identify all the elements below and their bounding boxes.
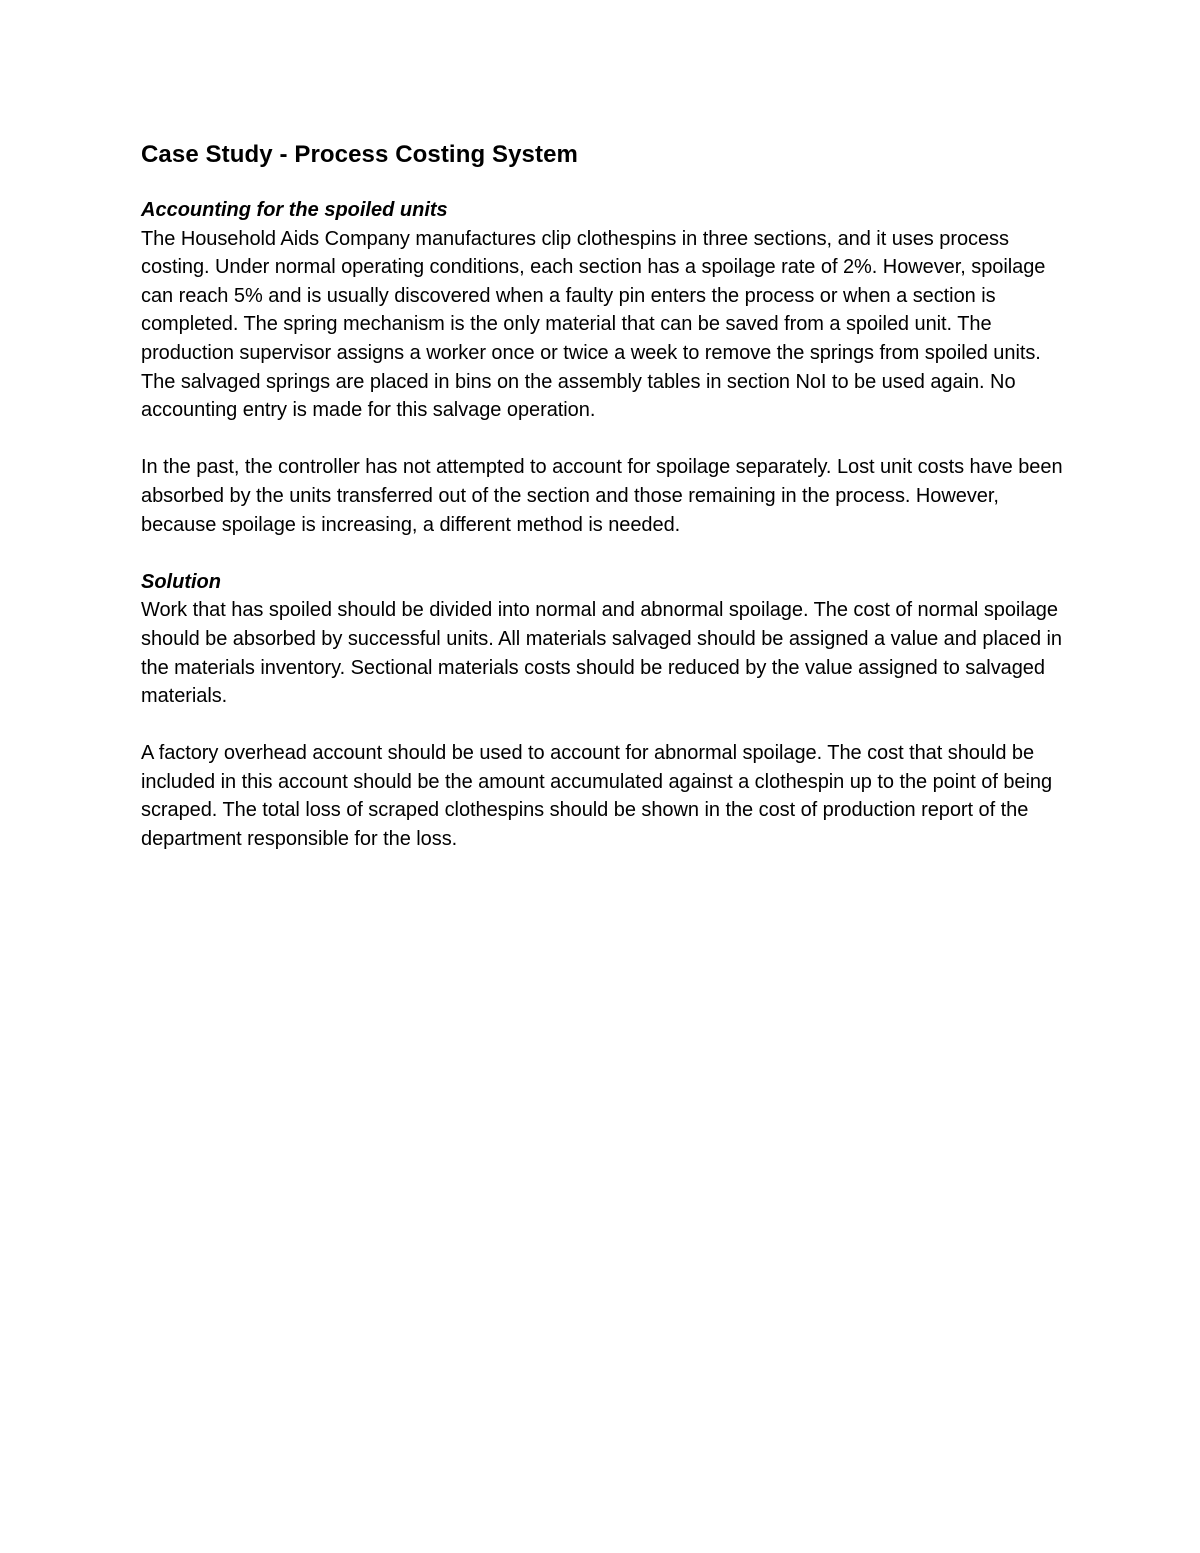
document-page	[141, 138, 1071, 854]
paragraph-spacer	[141, 425, 1071, 454]
paragraph-factory-overhead: A factory overhead account should be used to account for abnormal spoilage. The cost that should be included in this account should be the amount accumulated against a clothespin up to the point of being scraped. The total loss of scraped clothespins should be shown in the cost of production report of the department responsible for the loss.	[141, 742, 1053, 851]
paragraph-spacer	[141, 539, 1071, 568]
section-heading-spoiled-units: Accounting for the spoiled units	[141, 199, 448, 221]
paragraph-company-background: The Household Aids Company manufactures clip clothespins in three sections, and it uses process costing. Under normal operating conditions, each section has a spoilage rate of 2%. However, spoilage can reach 5% and is usually discovered when a faulty pin enters the process or when a section is completed. The spring mechanism is the only material that can be saved from a spoiled unit. The production supervisor assigns a worker once or twice a week to remove the springs from spoiled units. The salvaged springs are placed in bins on the assembly tables in section NoI to be used again. No accounting entry is made for this salvage operation.	[141, 227, 1046, 422]
paragraph-normal-abnormal-spoilage: Work that has spoiled should be divided into normal and abnormal spoilage. The cost of normal spoilage should be absorbed by successful units. All materials salvaged should be assigned a value and placed in the materials inventory. Sectional materials costs should be reduced by the value assigned to salvaged materials.	[141, 599, 1062, 708]
paragraph-past-practice: In the past, the controller has not attempted to account for spoilage separately. Lost unit costs have been absorbed by the units transferred out of the section and those remaining in the process. However, because spoilage is increasing, a different method is needed.	[141, 456, 1063, 536]
document-title: Case Study - Process Costing System	[141, 141, 578, 168]
paragraph-spacer	[141, 711, 1071, 740]
section-heading-solution: Solution	[141, 570, 221, 593]
